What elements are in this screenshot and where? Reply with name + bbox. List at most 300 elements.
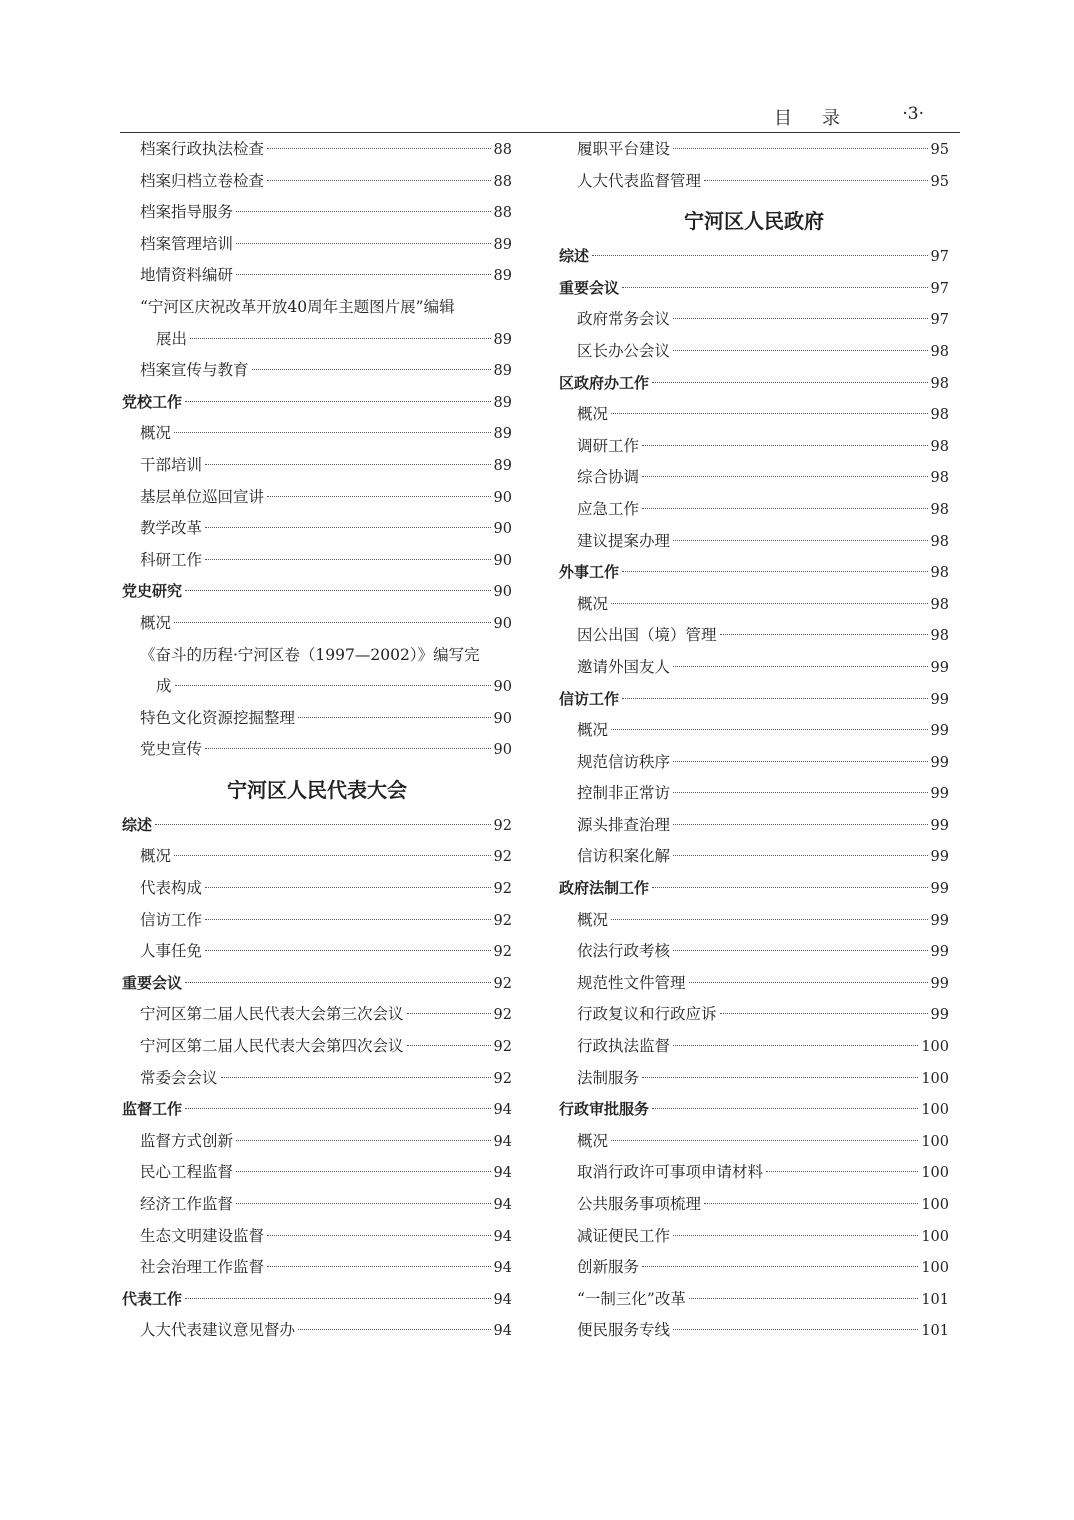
toc-category-entry — [122, 1284, 512, 1316]
toc-category-entry — [559, 241, 949, 273]
toc-entry — [122, 260, 512, 292]
toc-entry-label: 概况 — [140, 847, 172, 866]
toc-entry — [559, 431, 949, 463]
dot-leader — [673, 855, 928, 856]
toc-entry-label: 外事工作 — [559, 563, 620, 582]
dot-leader — [174, 622, 491, 623]
toc-entry-label: 规范性文件管理 — [577, 973, 686, 992]
toc-entry-label: 党史宣传 — [140, 740, 203, 759]
toc-entry — [559, 494, 949, 526]
toc-entry — [559, 336, 949, 368]
toc-entry — [122, 545, 512, 577]
toc-entry-label: 特色文化资源挖掘整理 — [140, 708, 296, 727]
toc-entry — [559, 399, 949, 431]
toc-entry-label: 代表构成 — [140, 879, 203, 898]
dot-leader — [236, 1203, 491, 1204]
toc-page-number: 90 — [493, 584, 512, 601]
toc-page-number: 90 — [493, 521, 512, 538]
toc-entry — [559, 304, 949, 336]
toc-entry-label: 行政复议和行政应诉 — [577, 1005, 717, 1024]
toc-page-number: 94 — [493, 1165, 512, 1182]
toc-entry — [122, 513, 512, 545]
toc-entry-label: 经济工作监督 — [140, 1195, 234, 1213]
dot-leader — [720, 1013, 928, 1014]
toc-page-number: 98 — [930, 565, 949, 582]
toc-entry-label: 人大代表建议意见督办 — [140, 1321, 296, 1340]
toc-entry — [122, 1126, 512, 1158]
toc-entry — [122, 703, 512, 735]
toc-entry-label: 民心工程监督 — [140, 1163, 234, 1182]
toc-right-column — [559, 134, 949, 1347]
toc-category-entry — [122, 1094, 512, 1126]
toc-page-number: 90 — [493, 710, 512, 727]
toc-page-number: 94 — [493, 1102, 512, 1119]
toc-entry-label: 概况 — [577, 1131, 609, 1150]
toc-entry — [122, 936, 512, 968]
toc-entry-label: 重要会议 — [122, 973, 183, 992]
toc-entry-label: 常委会会议 — [140, 1068, 218, 1087]
toc-entry — [122, 1157, 512, 1189]
toc-page-number: 89 — [493, 331, 512, 348]
toc-category-entry — [122, 968, 512, 1000]
dot-leader — [673, 148, 928, 149]
dot-leader — [407, 1013, 491, 1014]
toc-category-entry — [559, 557, 949, 589]
toc-entry — [559, 1063, 949, 1095]
toc-entry — [122, 324, 512, 356]
toc-page-number: 89 — [493, 394, 512, 411]
toc-category-entry — [559, 873, 949, 905]
dot-leader — [252, 369, 491, 370]
dot-leader — [174, 855, 491, 856]
header-rule — [120, 132, 960, 133]
toc-entry-label: 概况 — [140, 424, 172, 443]
toc-category-entry — [122, 810, 512, 842]
toc-entry-label: 概况 — [577, 405, 609, 424]
toc-entry-label: 规范信访秩序 — [577, 752, 671, 771]
dot-leader — [673, 950, 928, 951]
dot-leader — [185, 590, 491, 591]
toc-entry — [122, 608, 512, 640]
toc-page-number: 92 — [493, 849, 512, 866]
toc-page-number: 98 — [930, 375, 949, 392]
toc-page-number: 94 — [493, 1133, 512, 1150]
toc-page-number: 98 — [930, 596, 949, 613]
toc-entry-label: 科研工作 — [140, 550, 203, 569]
page-header — [120, 100, 960, 132]
toc-entry-line — [122, 640, 512, 672]
toc-page-number: 99 — [930, 849, 949, 866]
toc-entry-label: 调研工作 — [577, 436, 640, 455]
toc-entry — [122, 999, 512, 1031]
toc-entry-label: 概况 — [577, 594, 609, 613]
toc-page-number: 88 — [493, 173, 512, 190]
toc-page-number: 100 — [921, 1228, 949, 1245]
dot-leader — [673, 824, 928, 825]
toc-entry-label: 源头排查治理 — [577, 815, 671, 834]
toc-entry-label: 监督方式创新 — [140, 1131, 234, 1150]
toc-entry-label: 信访工作 — [140, 910, 203, 929]
toc-entry-label: 重要会议 — [559, 278, 620, 297]
toc-entry-label: 综合协调 — [577, 468, 640, 487]
toc-entry-label: “一制三化”改革 — [577, 1289, 686, 1308]
toc-entry — [122, 1221, 512, 1253]
toc-page-number: 92 — [493, 817, 512, 834]
toc-entry-label: 减证便民工作 — [577, 1226, 671, 1245]
toc-entry — [122, 450, 512, 482]
dot-leader — [205, 464, 491, 465]
toc-entry — [559, 841, 949, 873]
toc-category-entry — [122, 387, 512, 419]
toc-entry-label: 人大代表监督管理 — [577, 171, 702, 190]
toc-entry-label: 综述 — [122, 815, 153, 834]
toc-entry-label: 教学改革 — [140, 519, 203, 538]
dot-leader — [236, 211, 491, 212]
toc-page-number: 99 — [930, 881, 949, 898]
dot-leader — [720, 634, 928, 635]
toc-entry — [559, 620, 949, 652]
toc-entry-label: 控制非正常访 — [577, 784, 671, 803]
toc-entry — [559, 1252, 949, 1284]
toc-entry — [559, 652, 949, 684]
toc-page-number: 94 — [493, 1323, 512, 1340]
toc-entry-label: 展出 — [156, 329, 188, 348]
toc-page-number: 88 — [493, 205, 512, 222]
dot-leader — [185, 1108, 491, 1109]
dot-leader — [622, 287, 928, 288]
toc-page-number: 97 — [930, 312, 949, 329]
toc-page-number: 100 — [921, 1039, 949, 1056]
dot-leader — [267, 180, 491, 181]
section-heading: 宁河区人民代表大会 — [227, 777, 407, 802]
toc-page-number: 99 — [930, 786, 949, 803]
toc-page-number: 95 — [930, 142, 949, 158]
toc-entry — [122, 1252, 512, 1284]
dot-leader — [236, 274, 491, 275]
toc-entry-label: 成 — [156, 677, 172, 696]
toc-entry — [559, 810, 949, 842]
dot-leader — [155, 824, 491, 825]
dot-leader — [175, 685, 491, 686]
dot-leader — [622, 571, 928, 572]
dot-leader — [704, 180, 928, 181]
toc-entry — [122, 134, 512, 166]
dot-leader — [611, 1140, 918, 1141]
dot-leader — [642, 445, 928, 446]
toc-page-number: 100 — [921, 1070, 949, 1087]
toc-page-number: 98 — [930, 501, 949, 518]
toc-entry — [559, 1221, 949, 1253]
toc-page-number: 89 — [493, 426, 512, 443]
toc-entry-label: 生态文明建设监督 — [140, 1226, 265, 1245]
toc-page-number: 92 — [493, 1007, 512, 1024]
dot-leader — [174, 432, 491, 433]
toc-entry-label: 履职平台建设 — [577, 140, 671, 158]
toc-page-number: 94 — [493, 1291, 512, 1308]
dot-leader — [611, 603, 928, 604]
toc-entry-label: 党史研究 — [122, 582, 183, 601]
dot-leader — [185, 401, 491, 402]
dot-leader — [611, 729, 928, 730]
dot-leader — [673, 761, 928, 762]
toc-entry — [122, 166, 512, 198]
dot-leader — [673, 318, 928, 319]
toc-entry-label: 公共服务事项梳理 — [577, 1195, 702, 1213]
toc-page-number: 99 — [930, 691, 949, 708]
toc-category-entry — [559, 684, 949, 716]
toc-entry-label: 党校工作 — [122, 392, 183, 411]
toc-entry — [122, 1189, 512, 1221]
toc-entry — [122, 355, 512, 387]
dot-leader — [205, 919, 491, 920]
dot-leader — [642, 1266, 918, 1267]
dot-leader — [236, 243, 491, 244]
toc-entry — [122, 197, 512, 229]
toc-entry-label: 《奋斗的历程·宁河区卷（1997—2002）》编写完 — [140, 645, 480, 664]
dot-leader — [221, 1077, 491, 1078]
toc-page-number: 99 — [930, 723, 949, 740]
toc-page-number: 92 — [493, 881, 512, 898]
toc-page-number: 101 — [921, 1323, 949, 1340]
toc-entry-label: 取消行政许可事项申请材料 — [577, 1163, 764, 1182]
toc-entry-label: 社会治理工作监督 — [140, 1258, 265, 1277]
toc-entry — [122, 841, 512, 873]
toc-page-number: 94 — [493, 1260, 512, 1277]
toc-entry-label: 宁河区第二届人民代表大会第三次会议 — [140, 1005, 404, 1024]
toc-entry-label: 因公出国（境）管理 — [577, 626, 717, 645]
toc-page-number: 90 — [493, 615, 512, 632]
dot-leader — [766, 1171, 918, 1172]
header-title: 目 录 — [774, 108, 846, 129]
toc-entry-label: 档案宣传与教育 — [140, 361, 249, 380]
toc-page-number: 89 — [493, 268, 512, 285]
toc-page-number: 99 — [930, 754, 949, 771]
toc-entry — [559, 936, 949, 968]
toc-entry — [122, 1315, 512, 1347]
toc-entry — [559, 1315, 949, 1347]
toc-entry-label: 档案归档立卷检查 — [140, 171, 265, 190]
toc-entry — [122, 418, 512, 450]
dot-leader — [267, 1235, 491, 1236]
toc-page-number: 100 — [921, 1133, 949, 1150]
toc-page-number: 100 — [921, 1197, 949, 1213]
toc-entry-label: 信访积案化解 — [577, 847, 671, 866]
toc-page-number: 92 — [493, 1039, 512, 1056]
toc-entry-label: 概况 — [577, 910, 609, 929]
toc-entry-label: 概况 — [140, 613, 172, 632]
dot-leader — [298, 717, 491, 718]
toc-entry-label: 宁河区第二届人民代表大会第四次会议 — [140, 1037, 404, 1056]
dot-leader — [267, 1266, 491, 1267]
toc-entry — [559, 999, 949, 1031]
toc-page-number: 89 — [493, 236, 512, 253]
toc-entry-label: 政府法制工作 — [559, 879, 650, 898]
dot-leader — [611, 919, 928, 920]
toc-entry-label: 邀请外国友人 — [577, 657, 671, 676]
toc-entry-label: 监督工作 — [122, 1100, 183, 1119]
toc-entry-label: 档案行政执法检查 — [140, 140, 265, 158]
toc-entry — [122, 905, 512, 937]
toc-entry — [122, 671, 512, 703]
dot-leader — [407, 1045, 491, 1046]
dot-leader — [205, 559, 491, 560]
dot-leader — [642, 476, 928, 477]
toc-entry — [559, 462, 949, 494]
toc-entry-label: 行政审批服务 — [559, 1100, 650, 1119]
dot-leader — [236, 1171, 491, 1172]
dot-leader — [236, 1140, 491, 1141]
section-heading: 宁河区人民政府 — [684, 209, 824, 234]
dot-leader — [673, 1329, 918, 1330]
toc-page-number: 89 — [493, 363, 512, 380]
toc-page-number: 92 — [493, 912, 512, 929]
toc-page-number: 94 — [493, 1228, 512, 1245]
dot-leader — [190, 338, 491, 339]
toc-category-entry — [559, 368, 949, 400]
dot-leader — [652, 1108, 918, 1109]
toc-entry — [122, 1031, 512, 1063]
dot-leader — [298, 1329, 491, 1330]
toc-page-number: 99 — [930, 659, 949, 676]
toc-entry-label: 地情资料编研 — [140, 266, 234, 285]
toc-entry-label: 信访工作 — [559, 689, 620, 708]
toc-page-number: 92 — [493, 1070, 512, 1087]
toc-entry-label: 综述 — [559, 247, 590, 266]
toc-entry — [559, 526, 949, 558]
dot-leader — [642, 508, 928, 509]
toc-page-number: 98 — [930, 533, 949, 550]
dot-leader — [689, 982, 928, 983]
toc-page-number: 97 — [930, 249, 949, 266]
dot-leader — [205, 527, 491, 528]
toc-page-number: 95 — [930, 173, 949, 190]
toc-entry-label: 区政府办工作 — [559, 373, 650, 392]
toc-page-number: 99 — [930, 944, 949, 961]
toc-page-number: 90 — [493, 489, 512, 506]
dot-leader — [673, 1045, 918, 1046]
toc-entry — [122, 482, 512, 514]
toc-page-number: 98 — [930, 343, 949, 360]
toc-entry-label: 行政执法监督 — [577, 1037, 671, 1056]
dot-leader — [673, 666, 928, 667]
toc-entry-label: 区长办公会议 — [577, 341, 671, 360]
toc-entry — [122, 873, 512, 905]
dot-leader — [622, 698, 928, 699]
toc-page-number: 94 — [493, 1197, 512, 1213]
dot-leader — [673, 350, 928, 351]
dot-leader — [267, 496, 491, 497]
toc-entry-label: 法制服务 — [577, 1068, 640, 1087]
toc-entry — [122, 734, 512, 766]
toc-entry-label: 档案指导服务 — [140, 203, 234, 222]
toc-page-number: 89 — [493, 457, 512, 474]
header-page-number: ·3· — [902, 104, 924, 124]
toc-page-number: 92 — [493, 944, 512, 961]
toc-page-number: 92 — [493, 975, 512, 992]
dot-leader — [642, 1077, 918, 1078]
toc-page-number: 99 — [930, 912, 949, 929]
toc-page-number: 98 — [930, 407, 949, 424]
toc-entry — [559, 589, 949, 621]
toc-page-number: 90 — [493, 742, 512, 759]
dot-leader — [673, 540, 928, 541]
toc-entry-label: 干部培训 — [140, 455, 203, 474]
toc-entry — [559, 1189, 949, 1221]
toc-page-number: 101 — [921, 1291, 949, 1308]
dot-leader — [652, 382, 928, 383]
toc-entry — [559, 715, 949, 747]
toc-entry — [559, 968, 949, 1000]
toc-entry — [559, 1157, 949, 1189]
toc-page-number: 88 — [493, 142, 512, 158]
toc-entry-label: 创新服务 — [577, 1258, 640, 1277]
toc-entry-label: 便民服务专线 — [577, 1321, 671, 1340]
toc-entry-label: 代表工作 — [122, 1289, 183, 1308]
toc-entry — [559, 134, 949, 166]
dot-leader — [652, 887, 928, 888]
dot-leader — [205, 748, 491, 749]
toc-entry-label: 概况 — [577, 721, 609, 740]
dot-leader — [267, 148, 491, 149]
toc-page-number: 90 — [493, 552, 512, 569]
toc-page-number: 98 — [930, 470, 949, 487]
toc-entry — [559, 778, 949, 810]
dot-leader — [205, 950, 491, 951]
toc-page-number: 98 — [930, 438, 949, 455]
dot-leader — [185, 982, 491, 983]
toc-page-number: 99 — [930, 975, 949, 992]
toc-entry — [559, 747, 949, 779]
toc-left-column — [122, 134, 512, 1347]
toc-page-number: 97 — [930, 280, 949, 297]
toc-entry-label: 应急工作 — [577, 499, 640, 518]
toc-entry-label: 政府常务会议 — [577, 310, 671, 329]
toc-page-number: 90 — [493, 679, 512, 696]
toc-entry-label: “宁河区庆祝改革开放40周年主题图片展”编辑 — [140, 297, 455, 316]
toc-page-number: 100 — [921, 1102, 949, 1119]
toc-entry — [122, 1063, 512, 1095]
dot-leader — [592, 255, 928, 256]
toc-entry — [559, 1031, 949, 1063]
toc-category-entry — [559, 273, 949, 305]
toc-page-number: 99 — [930, 1007, 949, 1024]
toc-page-number: 98 — [930, 628, 949, 645]
dot-leader — [611, 413, 928, 414]
toc-entry — [559, 1284, 949, 1316]
dot-leader — [704, 1203, 918, 1204]
dot-leader — [185, 1298, 491, 1299]
toc-page-number: 100 — [921, 1165, 949, 1182]
toc-entry — [559, 166, 949, 198]
toc-page-number: 99 — [930, 817, 949, 834]
toc-entry-label: 基层单位巡回宣讲 — [140, 487, 265, 506]
dot-leader — [673, 1235, 918, 1236]
dot-leader — [689, 1298, 918, 1299]
toc-entry-label: 人事任免 — [140, 942, 203, 961]
toc-entry — [559, 1126, 949, 1158]
toc-entry — [559, 905, 949, 937]
toc-category-entry — [559, 1094, 949, 1126]
toc-category-entry — [122, 576, 512, 608]
dot-leader — [205, 887, 491, 888]
dot-leader — [673, 792, 928, 793]
toc-entry-label: 依法行政考核 — [577, 942, 671, 961]
toc-entry-label: 建议提案办理 — [577, 531, 671, 550]
toc-entry — [122, 229, 512, 261]
toc-entry-label: 档案管理培训 — [140, 234, 234, 253]
toc-entry-line — [122, 292, 512, 324]
toc-page-number: 100 — [921, 1260, 949, 1277]
